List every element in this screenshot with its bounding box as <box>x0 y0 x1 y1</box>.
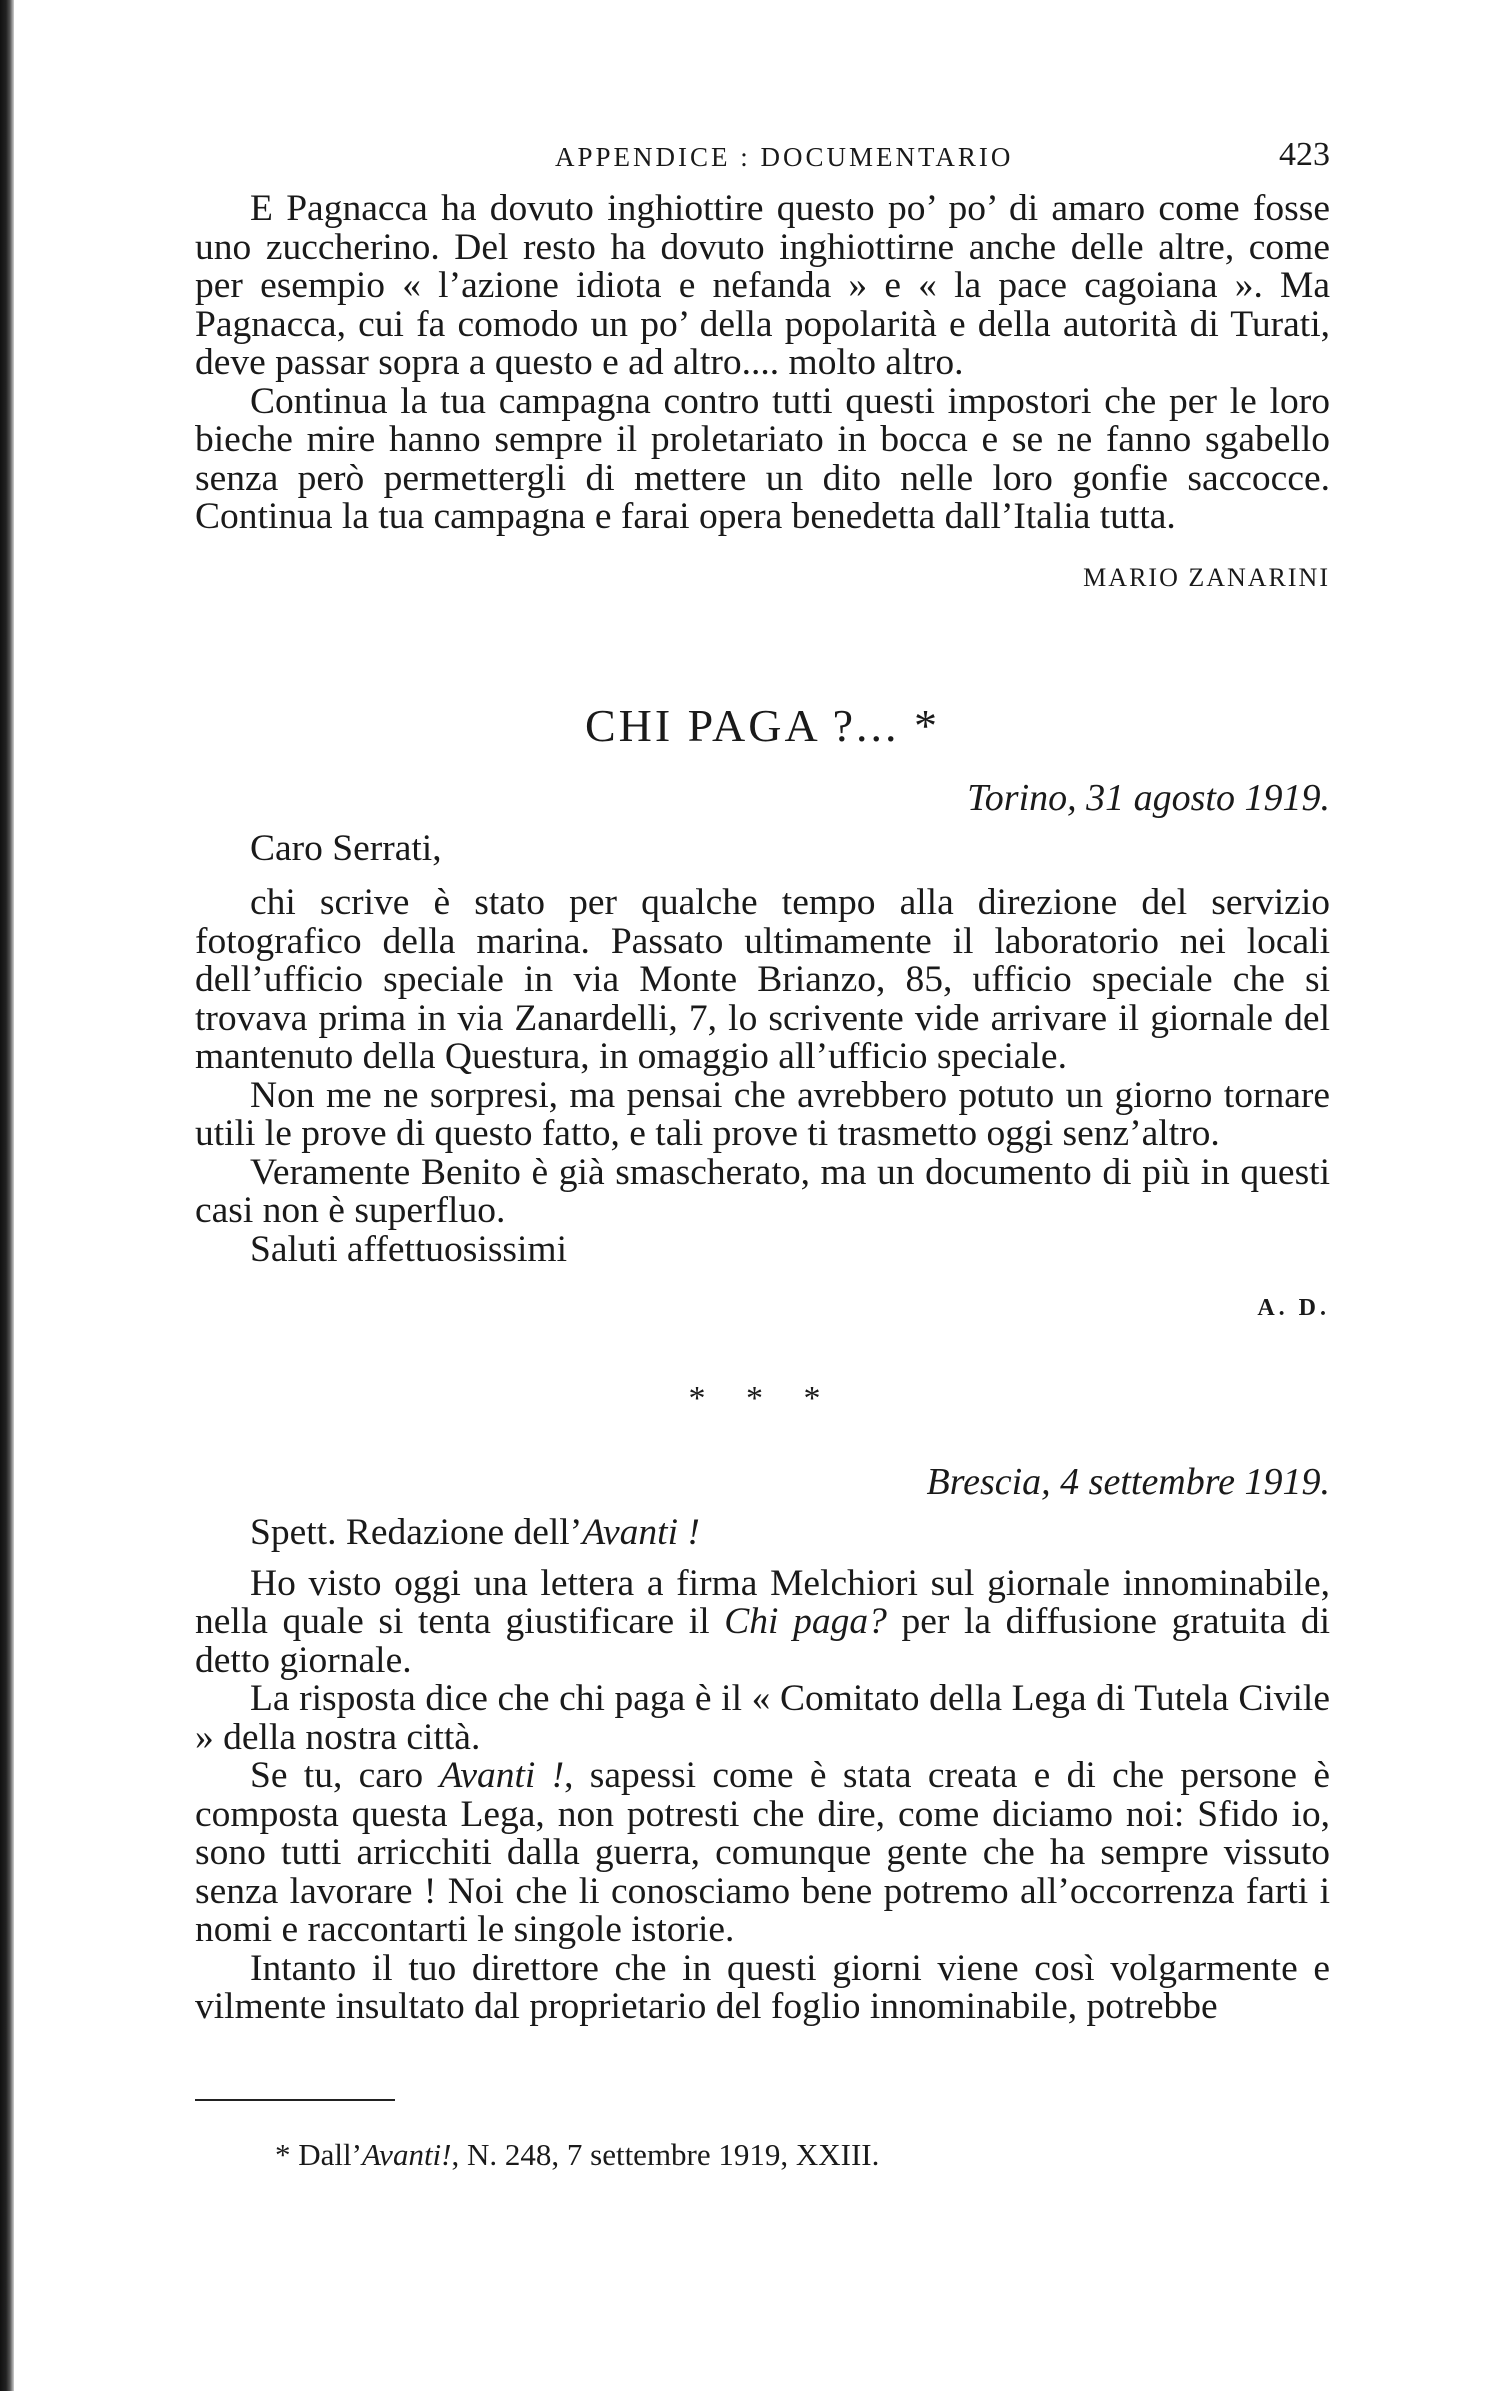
dateline: Brescia, 4 settembre 1919. <box>926 1461 1330 1503</box>
salutation-italic: Avanti ! <box>582 1512 700 1553</box>
closing-line: Saluti affettuosissimi <box>250 1228 568 1270</box>
running-head <box>195 130 1330 190</box>
body-paragraph: La risposta dice che chi paga è il « Comitato della Lega di Tutela Civile » della nostra città. <box>195 1678 1330 1758</box>
body-paragraph: Continua la tua campagna contro tutti questi impostori che per le loro bieche mire hanno sempre il proletariato in bocca e se ne fanno sgabello senza però permettergli di mettere un dito nelle loro gonfie saccocce. Continua la tua campagna e farai opera benedetta dall’Italia tutta. <box>195 380 1330 537</box>
body-paragraph: chi scrive è stato per qualche tempo alla direzione del servizio fotografico della marina. Passato ultimamente il laboratorio nei locali dell’ufficio speciale in via Monte Brianzo, 85, ufficio speciale che si trovava prima in via Zanardelli, 7, lo scrivente vide arrivare il giornale del mantenuto della Questura, in omaggio all’ufficio speciale. <box>195 882 1330 1077</box>
italic-run: Chi paga? <box>724 1601 887 1642</box>
body-paragraph: E Pagnacca ha dovuto inghiottire questo po’ po’ di amaro come fosse uno zuccherino. Del resto ha dovuto inghiottirne anche delle altre, come per esempio « l’azione idiota e nefanda » e « la pace cagoiana ». Ma Pagnacca, cui fa comodo un po’ della popolarità e della autorità di Turati, deve passar sopra a questo e ad altro.... molto altro. <box>195 188 1330 383</box>
salutation <box>250 1514 1330 1553</box>
salutation: Caro Serrati, <box>250 827 442 869</box>
book-page <box>195 130 1330 2173</box>
footnote-italic: Avanti! <box>361 2136 452 2172</box>
scan-binding-edge <box>0 0 14 2391</box>
body-paragraph <box>195 1757 1330 1950</box>
letter-brescia <box>195 1460 1330 2027</box>
body-paragraph: Intanto il tuo direttore che in questi giorni viene così volgarmente e vilmente insultato dal proprietario del foglio innominabile, potrebbe <box>195 1947 1330 2027</box>
signature: MARIO ZANARINI <box>1083 562 1330 592</box>
salutation-text: Spett. Redazione dell’ <box>250 1512 583 1553</box>
italic-run: Avanti ! <box>439 1755 565 1796</box>
body-paragraph: Non me ne sorpresi, ma pensai che avrebbero potuto un giorno tornare utili le prove di questo fatto, e tali prove ti trasmetto oggi senz’altro. <box>195 1074 1330 1154</box>
dateline: Torino, 31 agosto 1919. <box>967 776 1330 819</box>
section-title: CHI PAGA ?... * <box>584 699 941 751</box>
letter-torino <box>195 776 1330 1323</box>
text-run: Se tu, caro <box>250 1755 440 1796</box>
text-run: , sapessi come è stata creata e di che persone è composta questa Lega, non potresti che dire, come diciamo noi: Sfido io, sono tutti arricchiti dalla guerra, comunque gente che ha sempre vissuto senza lavorare ! Noi che li conosciamo bene potremo all’occorrenza farti i nomi e raccontarti le singole istorie. <box>195 1755 1330 1950</box>
text-run: Ho visto oggi una lettera a firma Melchiori sul giornale innominabile, nella quale si tenta giustificare il <box>195 1562 1330 1642</box>
signature: A. D. <box>1257 1295 1330 1321</box>
running-title: APPENDICE : DOCUMENTARIO <box>555 142 1014 172</box>
footnote-prefix: * Dall’ <box>275 2136 362 2172</box>
footnote <box>275 2137 1330 2173</box>
footnote-rest: , N. 248, 7 settembre 1919, XXIII. <box>451 2136 880 2172</box>
body-paragraph: Veramente Benito è già smascherato, ma un documento di più in questi casi non è superfluo. <box>195 1151 1330 1231</box>
letter-zanarini <box>195 190 1330 593</box>
text-run: per la diffusione gratuita di detto giornale. <box>195 1601 1330 1681</box>
section-separator: * * * <box>688 1380 837 1417</box>
page-number: 423 <box>1279 136 1330 173</box>
footnote-rule <box>195 2099 395 2101</box>
body-paragraph <box>195 1562 1330 1681</box>
